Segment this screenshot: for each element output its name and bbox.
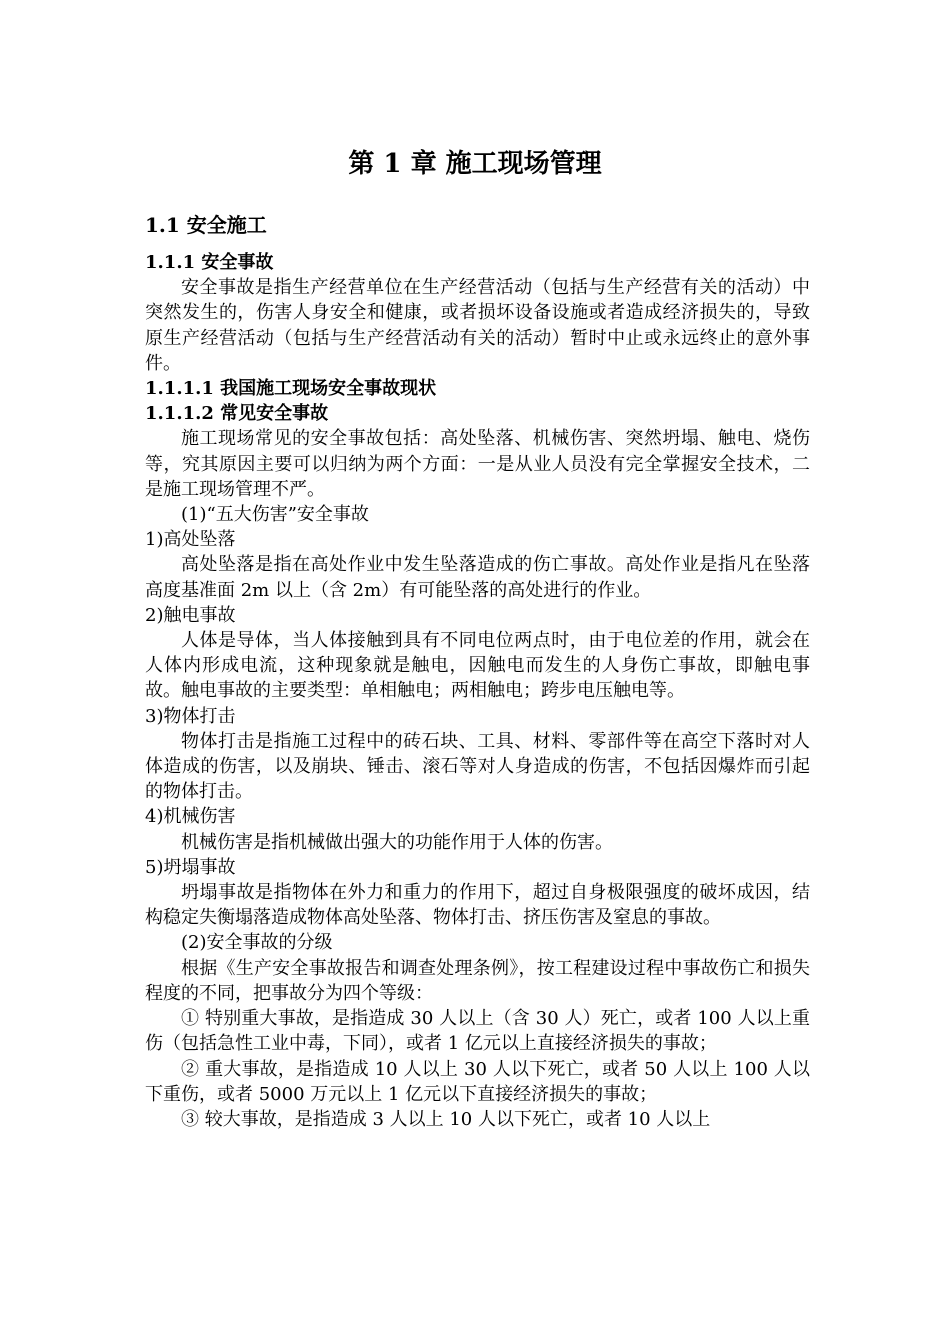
chapter-title: 第 1 章 施工现场管理 — [348, 149, 602, 179]
item-heading-mechanical: 4)机械伤害 — [145, 806, 236, 828]
section-heading-1-1-1: 1.1.1 安全事故 — [145, 252, 274, 273]
section-heading-1-1-1-2: 1.1.1.2 常见安全事故 — [145, 403, 329, 425]
item-text-fall: 高处坠落是指在高处作业中发生坠落造成的伤亡事故。高处作业是指凡在坠落高度基准面 2m 以上（含 2m）有可能坠落的高处进行的作业。 — [145, 554, 810, 601]
item-heading-fall: 1)高处坠落 — [145, 529, 236, 551]
grade-item-1: ① 特别重大事故，是指造成 30 人以上（含 30 人）死亡，或者 100 人以上重伤（包括急性工业中毒，下同），或者 1 亿元以上直接经济损失的事故； — [145, 1008, 810, 1055]
grade-item-3: ③ 较大事故，是指造成 3 人以上 10 人以下死亡，或者 10 人以上 — [181, 1108, 711, 1130]
item-text-electric: 人体是导体，当人体接触到具有不同电位两点时，由于电位差的作用，就会在人体内形成电流，这种现象就是触电，因触电而发生的人身伤亡事故，即触电事故。触电事故的主要类型：单相触电；两相触电；跨步电压触电等。 — [145, 630, 810, 702]
subheading-five-injuries: (1)“五大伤害”安全事故 — [181, 504, 369, 526]
item-text-collapse: 坍塌事故是指物体在外力和重力的作用下，超过自身极限强度的破坏成因，结构稳定失衡塌落造成物体高处坠落、物体打击、挤压伤害及窒息的事故。 — [145, 882, 810, 929]
section-heading-1-1-1-1: 1.1.1.1 我国施工现场安全事故现状 — [145, 378, 437, 400]
subheading-grading: (2)安全事故的分级 — [181, 932, 333, 954]
item-text-object-strike: 物体打击是指施工过程中的砖石块、工具、材料、零部件等在高空下落时对人体造成的伤害，以及崩块、锤击、滚石等对人身造成的伤害，不包括因爆炸而引起的物体打击。 — [145, 730, 810, 803]
section-heading-1-1: 1.1 安全施工 — [145, 213, 267, 237]
item-heading-collapse: 5)坍塌事故 — [145, 856, 236, 878]
item-text-mechanical: 机械伤害是指机械做出强大的功能作用于人体的伤害。 — [181, 831, 613, 853]
paragraph-grading: 根据《生产安全事故报告和调查处理条例》，按工程建设过程中事故伤亡和损失程度的不同，把事故分为四个等级： — [145, 957, 810, 1004]
item-heading-electric: 2)触电事故 — [145, 604, 236, 626]
paragraph-common-accidents: 施工现场常见的安全事故包括：高处坠落、机械伤害、突然坍塌、触电、烧伤等，究其原因主要可以归纳为两个方面：一是从业人员没有完全掌握安全技术，二是施工现场管理不严。 — [145, 428, 810, 500]
grade-item-2: ② 重大事故，是指造成 10 人以上 30 人以下死亡，或者 50 人以上 100 人以下重伤，或者 5000 万元以上 1 亿元以下直接经济损失的事故； — [145, 1058, 810, 1105]
paragraph-definition: 安全事故是指生产经营单位在生产经营活动（包括与生产经营有关的活动）中突然发生的，伤害人身安全和健康，或者损坏设备设施或者造成经济损失的，导致原生产经营活动（包括与生产经营活动有关的活动）暂时中止或永远终止的意外事件。 — [145, 277, 810, 374]
document-body — [145, 250, 810, 1132]
item-heading-object-strike: 3)物体打击 — [145, 705, 236, 727]
